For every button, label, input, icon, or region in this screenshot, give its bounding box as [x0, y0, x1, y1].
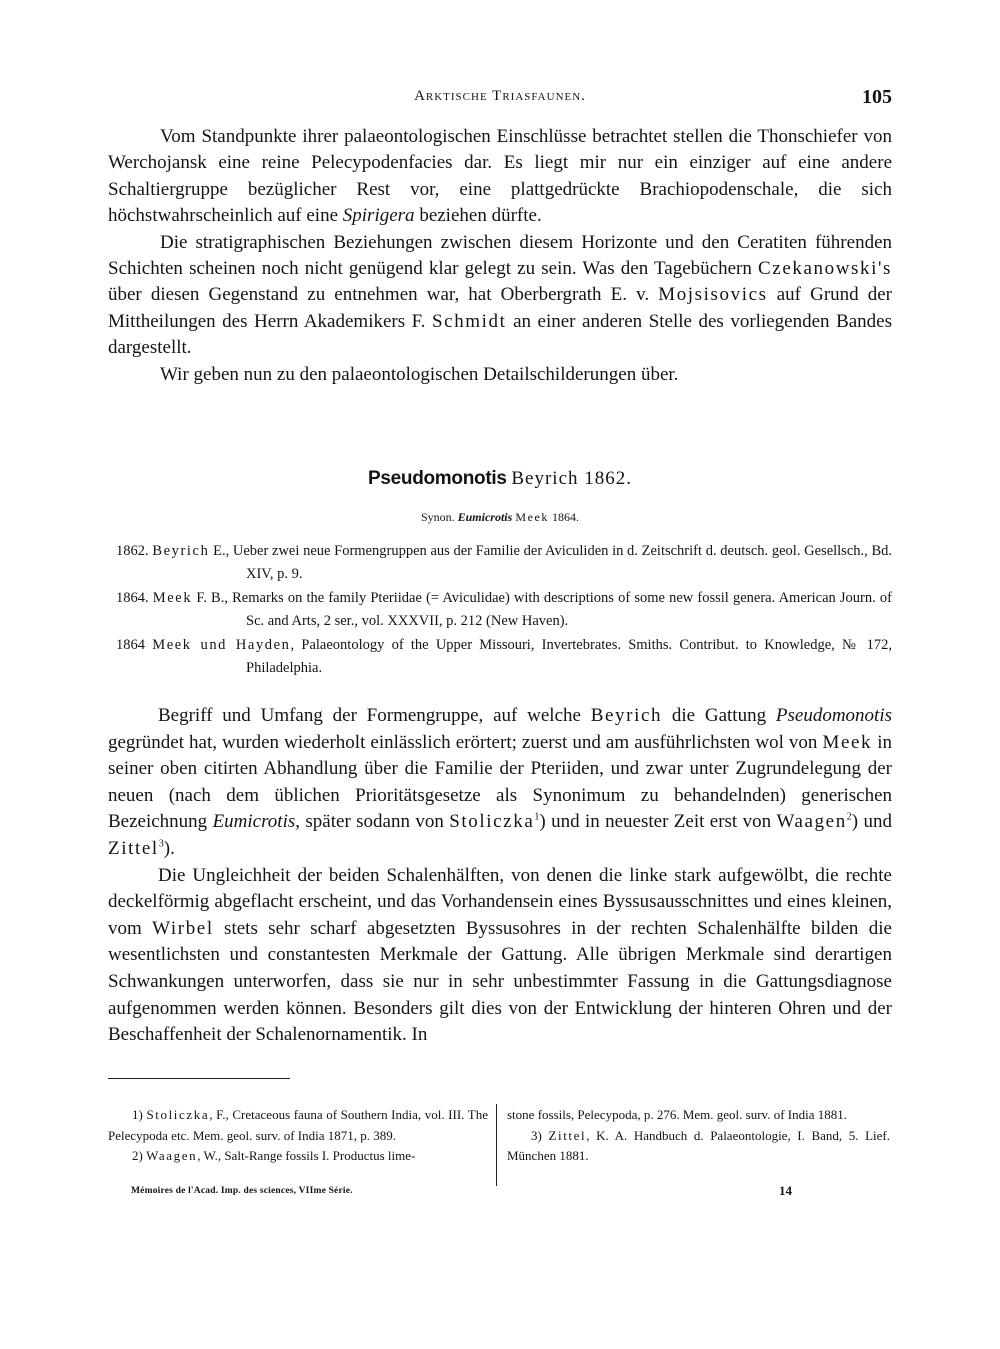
- page-header: [108, 86, 892, 114]
- author-name: Mojsisovics: [658, 284, 768, 306]
- author-name: Czekanowski's: [758, 258, 893, 280]
- reference-author: Meek und Hayden: [152, 636, 291, 653]
- paragraph-text: gegründet hat, wurden wiederholt einlässlich erörtert; zuerst und am ausführlichsten wol von: [108, 731, 823, 753]
- paragraph-text: über diesen Gegenstand zu entnehmen war, hat Oberbergrath E. v.: [108, 284, 659, 306]
- paragraph-text: Die stratigraphischen Beziehungen zwischen diesem Horizonte und den Ceratiten führenden Schichten scheinen noch nicht genügend klar gelegt zu sein. Was den Tagebüchern: [108, 231, 892, 280]
- author-name: Zittel: [108, 837, 159, 859]
- paragraph: Wir geben nun zu den palaeontologischen Detailschilderungen über.: [160, 363, 679, 385]
- sheet-number: 14: [779, 1183, 792, 1198]
- footnote-marker: 1: [534, 812, 540, 824]
- paragraph-text: ).: [163, 837, 175, 859]
- main-text: [108, 703, 892, 1049]
- genus-name: Pseudomonotis: [775, 705, 892, 726]
- running-title: Arktische Triasfaunen.: [414, 88, 586, 104]
- synonym-year: 1864.: [552, 510, 580, 524]
- reference-item: [108, 587, 892, 634]
- footnote-number: 1): [132, 1107, 143, 1122]
- paragraph: [108, 863, 892, 1049]
- footnote-author: Zittel: [548, 1127, 587, 1143]
- page-number: 105: [862, 86, 892, 108]
- reference-item: [108, 540, 892, 587]
- footnote: [108, 1105, 488, 1146]
- footnote-column-left: [108, 1105, 488, 1167]
- section-heading: [0, 468, 1000, 490]
- genus-name: Spirigera: [342, 205, 415, 227]
- synonym-author: Meek: [515, 510, 550, 524]
- paragraph-text: beziehen dürfte.: [414, 205, 542, 227]
- footnote-author: Stoliczka: [146, 1107, 210, 1122]
- synonym-line: [0, 510, 1000, 525]
- reference-year: 1864.: [116, 589, 149, 606]
- author-name: Waagen: [776, 811, 847, 833]
- paragraph-text: an einer anderen Stelle des vorliegenden Bandes dargestellt.: [108, 310, 893, 359]
- author-name: Wirbel: [152, 917, 214, 939]
- paragraph: [108, 230, 892, 362]
- reference-author: Beyrich: [152, 543, 210, 559]
- footnote-rule: [108, 1078, 290, 1079]
- synonym-label: Synon.: [420, 510, 455, 524]
- footnote-text: , W., Salt-Range fossils I. Productus lime-: [197, 1148, 416, 1164]
- footnote-column-right: [507, 1105, 890, 1167]
- reference-text: F. B., Remarks on the family Pteriidae (= Aviculidae) with descriptions of some new fossil genera. American Journ. of Sc. and Arts, 2 ser., vol. XXXVII, p. 212 (New Haven).: [192, 589, 892, 630]
- paragraph-text: ) und: [851, 811, 893, 833]
- genus-title: Pseudomonotis: [367, 468, 507, 489]
- reference-text: , Palaeontology of the Upper Missouri, Invertebrates. Smiths. Contribut. to Knowledge, № 172, Philadelphia.: [246, 636, 893, 677]
- paragraph-text: Vom Standpunkte ihrer palaeontologischen Einschlüsse betrachtet stellen die Thonschiefer von Werchojansk eine reine Pelecypodenfacies dar. Es liegt mir nur ein einziger auf eine andere Schaltiergruppe bezüglicher Rest vor, eine plattgedrückte Brachiopodenschale, die sich höchstwahrscheinlich auf eine: [108, 126, 892, 227]
- footnote-column-divider: [496, 1104, 497, 1186]
- reference-author: Meek: [152, 589, 193, 606]
- paragraph-text: Begriff und Umfang der Formengruppe, auf welche: [158, 705, 591, 726]
- author-name: Beyrich: [590, 705, 663, 726]
- reference-list: [108, 540, 892, 680]
- reference-year: 1864: [116, 636, 145, 653]
- paragraph-text: stets sehr scharf abgesetzten Byssusohres in der rechten Schalenhälfte bilden die wesentlichsten und constantesten Merkmale der Gattung. Alle übrigen Merkmale sind derartigen Schwankungen unterworfen, dass sie nur in sehr unbestimmter Fassung in die Gattungsdiagnose aufgenommen werden können. Besonders gilt dies von der Entwicklung der hinteren Ohren und der Beschaffenheit der Schalenornamentik. In: [108, 917, 892, 1046]
- author-name: Schmidt: [432, 310, 507, 332]
- genus-name: Eumicrotis: [212, 811, 296, 833]
- paragraph: [108, 703, 892, 863]
- footnote-continuation: stone fossils, Pelecypoda, p. 276. Mem. geol. surv. of India 1881.: [507, 1107, 847, 1122]
- paragraph-text: Die Ungleichheit der beiden Schalenhälften, von denen die linke stark aufgewölbt, die rechte deckelförmig abgeflacht erscheint, und das Vorhandensein eines Byssusausschnittes und eines kleinen, vom: [108, 864, 892, 939]
- footnote-number: 2): [132, 1148, 143, 1164]
- footnote-marker: 2: [846, 812, 852, 824]
- author-name: Stoliczka: [449, 811, 535, 833]
- intro-text: [108, 124, 892, 388]
- genus-author: Beyrich 1862.: [511, 468, 633, 489]
- footnote: [108, 1146, 488, 1167]
- paragraph: [108, 124, 892, 230]
- footnote-number: 3): [531, 1127, 542, 1143]
- footnote: [507, 1126, 890, 1167]
- paragraph-text: in seiner oben citirten Abhandlung über die Familie der Pteriiden, und zwar unter Zugrundelegung der neuen (nach dem üblichen Prioritätsgesetze als Synonimum zu behandelnden) generischen Bezeichnung: [108, 731, 892, 833]
- paragraph-text: , später sodann von: [295, 811, 450, 833]
- footnote-author: Waagen: [146, 1148, 198, 1164]
- synonym-name: Eumicrotis: [457, 510, 513, 524]
- paragraph-text: ) und in neuester Zeit erst von: [539, 811, 777, 833]
- paragraph-text: auf Grund der Mittheilungen des Herrn Akademikers F.: [108, 284, 892, 332]
- author-name: Meek: [822, 731, 873, 753]
- reference-text: E., Ueber zwei neue Formengruppen aus der Familie der Aviculiden in d. Zeitschrift d. deutsch. geol. Gesellsch., Bd. XIV, p. 9.: [209, 543, 892, 583]
- paragraph-text: die Gattung: [662, 705, 776, 726]
- reference-year: 1862.: [116, 543, 149, 559]
- footnote-text: , F., Cretaceous fauna of Southern India, vol. III. The Pelecypoda etc. Mem. geol. surv. of India 1871, p. 389.: [108, 1107, 488, 1143]
- footnote-marker: 3: [158, 838, 164, 850]
- imprint-line: Mémoires de l'Acad. Imp. des sciences, VIIme Série.: [131, 1186, 353, 1196]
- reference-item: [108, 634, 892, 681]
- footnote-text: , K. A. Handbuch d. Palaeontologie, I. Band, 5. Lief. München 1881.: [507, 1127, 891, 1164]
